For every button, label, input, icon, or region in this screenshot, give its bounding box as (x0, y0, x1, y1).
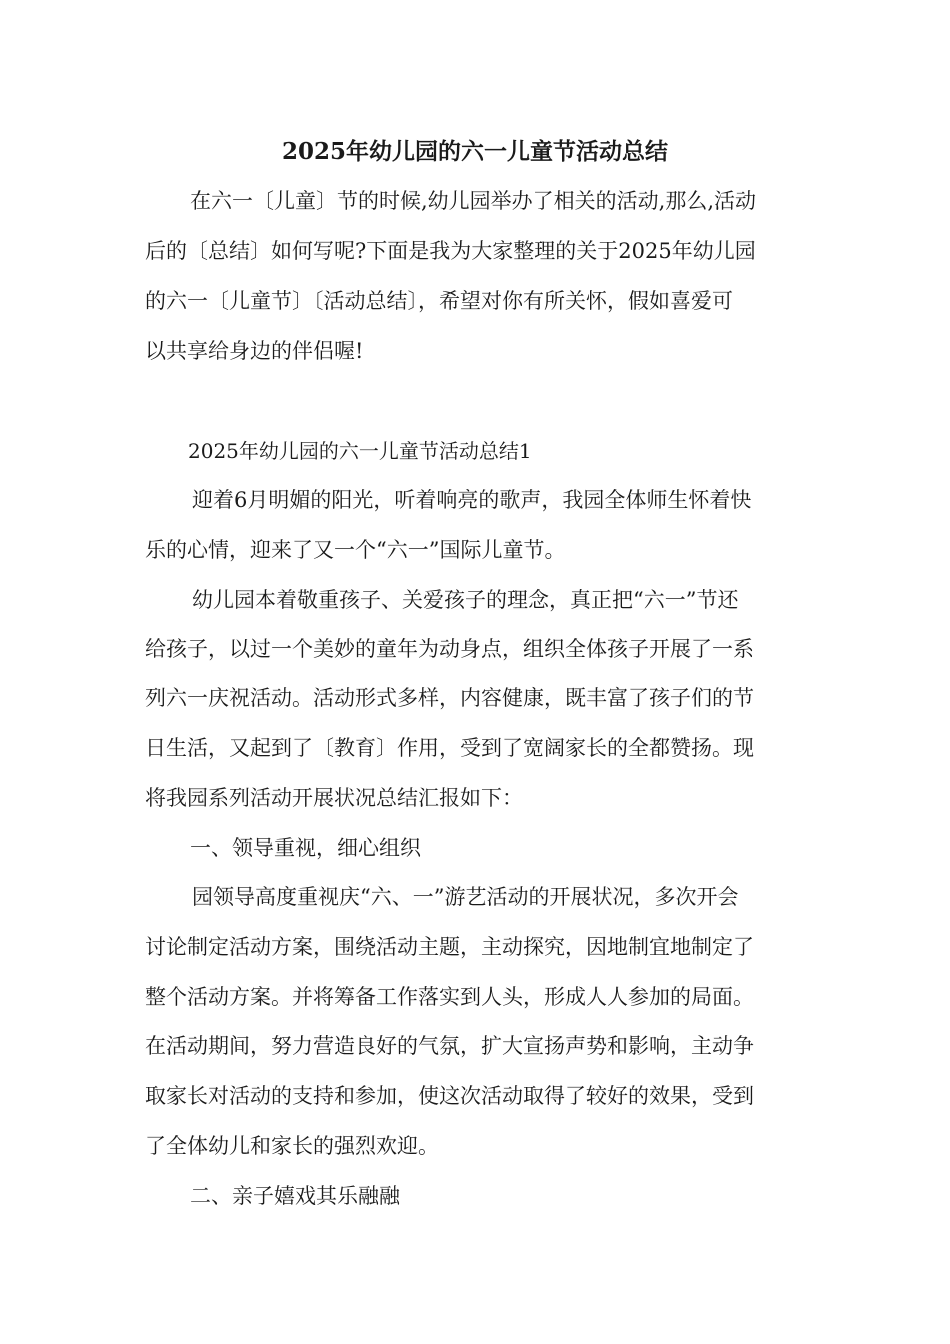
section-subtitle: 2025年幼儿园的六一儿童节活动总结1 (188, 439, 532, 463)
para3-line-4: 在活动期间，努力营造良好的气氛，扩大宣扬声势和影响，主动争 (145, 1034, 754, 1058)
section-heading-1: 一、领导重视，细心组织 (190, 836, 421, 860)
para2-line-5: 将我园系列活动开展状况总结汇报如下： (145, 786, 523, 810)
document-title: 2025年幼儿园的六一儿童节活动总结 (281, 138, 668, 165)
intro-line-3: 的六一〔儿童节〕〔活动总结〕，希望对你有所关怀，假如喜爱可 (145, 289, 733, 313)
para3-line-3: 整个活动方案。并将筹备工作落实到人头，形成人人参加的局面。 (145, 985, 754, 1009)
intro-line-1: 在六一〔儿童〕节的时候,幼儿园举办了相关的活动,那么,活动 (190, 189, 757, 213)
para1-line-1: 迎着6月明媚的阳光，听着响亮的歌声，我园全体师生怀着快 (192, 488, 752, 512)
para3-line-6: 了全体幼儿和家长的强烈欢迎。 (145, 1134, 439, 1158)
para2-line-4: 日生活，又起到了〔教育〕作用，受到了宽阔家长的全都赞扬。现 (145, 736, 754, 760)
para2-line-3: 列六一庆祝活动。活动形式多样，内容健康，既丰富了孩子们的节 (145, 686, 754, 710)
para3-line-1: 园领导高度重视庆“六、一”游艺活动的开展状况，多次开会 (192, 885, 739, 909)
section-heading-2: 二、亲子嬉戏其乐融融 (190, 1184, 400, 1208)
intro-line-4: 以共享给身边的伴侣喔! (145, 339, 364, 363)
para2-line-1: 幼儿园本着敬重孩子、关爱孩子的理念，真正把“六一”节还 (192, 588, 739, 612)
para3-line-5: 取家长对活动的支持和参加，使这次活动取得了较好的效果，受到 (145, 1084, 754, 1108)
para3-line-2: 讨论制定活动方案，围绕活动主题，主动探究，因地制宜地制定了 (145, 935, 754, 959)
intro-line-2: 后的〔总结〕如何写呢?下面是我为大家整理的关于2025年幼儿园 (145, 239, 756, 263)
para1-line-2: 乐的心情，迎来了又一个“六一”国际儿童节。 (145, 538, 566, 562)
para2-line-2: 给孩子，以过一个美妙的童年为动身点，组织全体孩子开展了一系 (145, 637, 754, 661)
